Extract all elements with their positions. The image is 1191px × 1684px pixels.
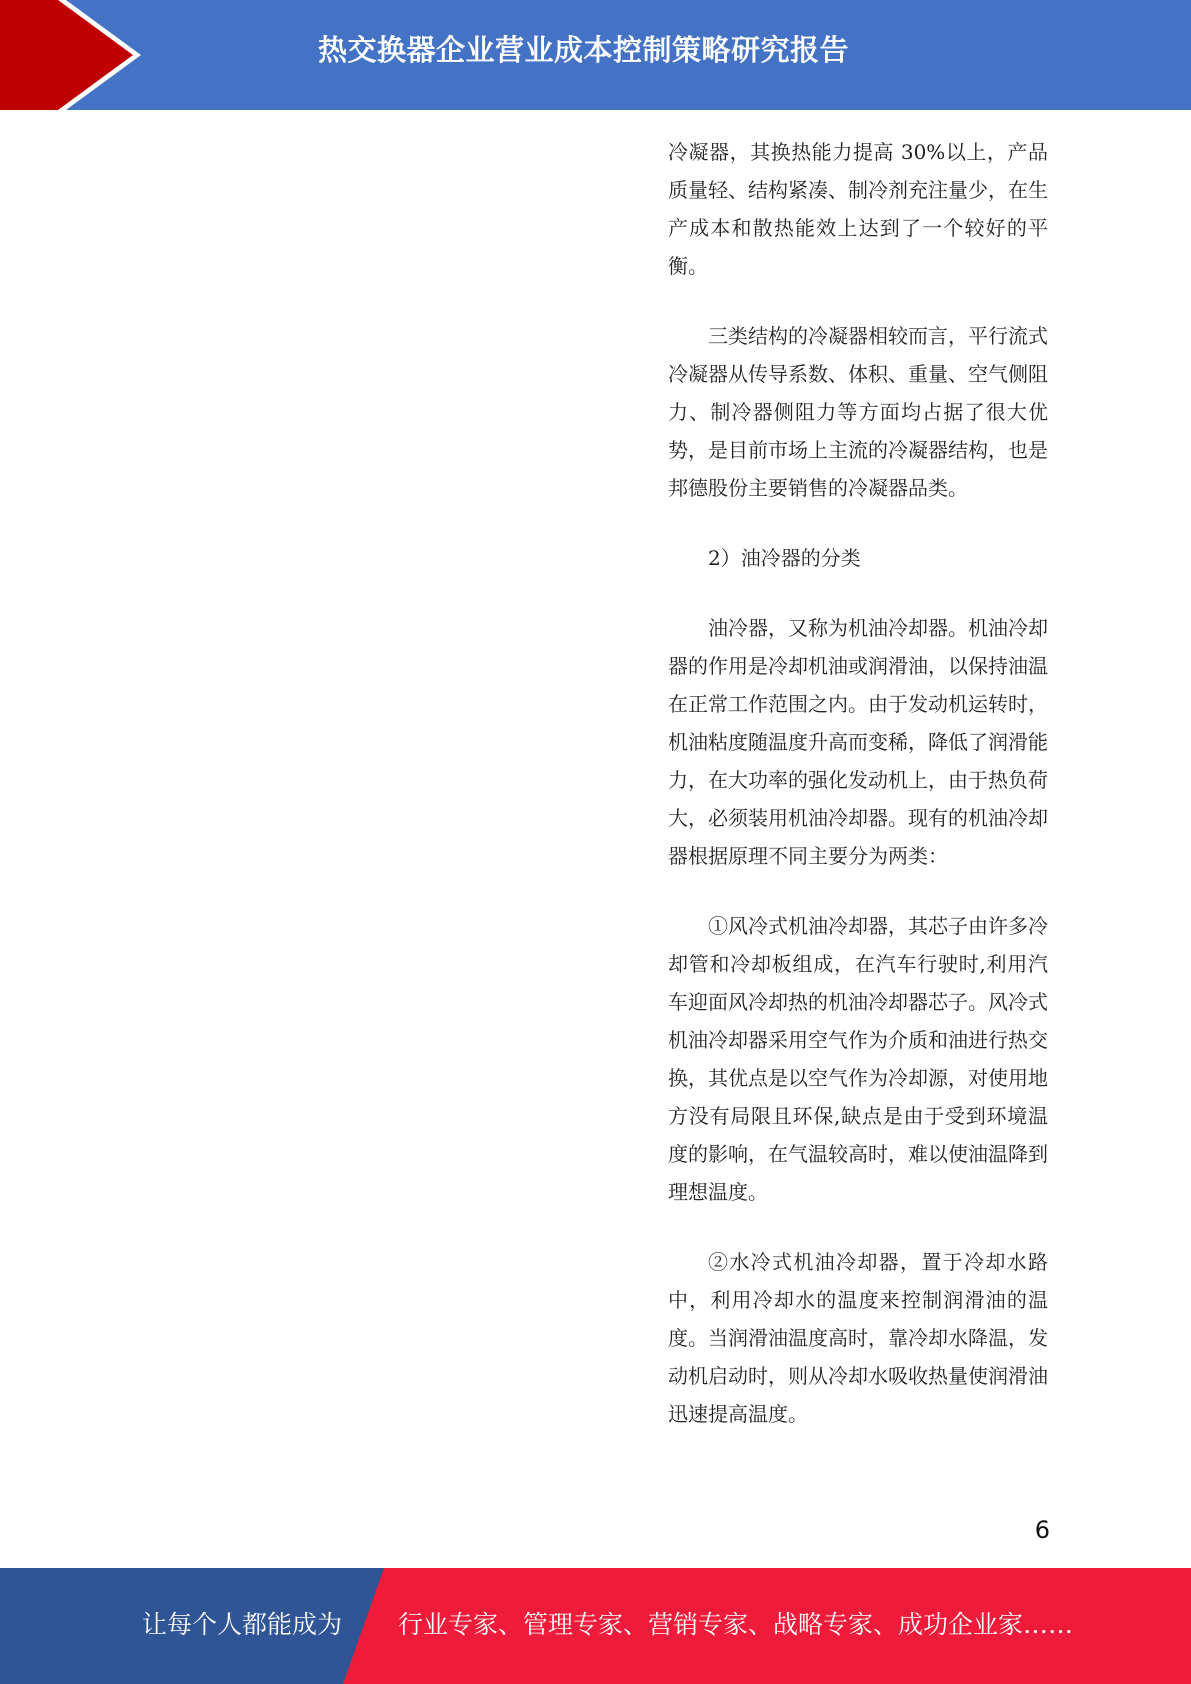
body-text [668,133,1048,1465]
paragraph-air-cooled: ①风冷式机油冷却器，其芯子由许多冷却管和冷却板组成，在汽车行驶时,利用汽车迎面风冷却热的机油冷却器芯子。风冷式机油冷却器采用空气作为介质和油进行热交换，其优点是以空气作为冷却源，对使用地方没有局限且环保,缺点是由于受到环境温度的影响，在气温较高时，难以使油温降到理想温度。 [668,914,1048,1204]
paragraph-oil-cooler-intro: 油冷器，又称为机油冷却器。机油冷却器的作用是冷却机油或润滑油，以保持油温在正常工作范围之内。由于发动机运转时，机油粘度随温度升高而变稀，降低了润滑能力，在大功率的强化发动机上，由于热负荷大，必须装用机油冷却器。现有的机油冷却器根据原理不同主要分为两类： [668,616,1048,868]
report-title: 热交换器企业营业成本控制策略研究报告 [318,33,850,67]
footer-slogan-right: 行业专家、管理专家、营销专家、战略专家、成功企业家…… [398,1610,1074,1639]
page-footer [0,1568,1191,1684]
footer-slogan-left: 让每个人都能成为 [142,1610,343,1639]
paragraph-water-cooled: ②水冷式机油冷却器，置于冷却水路中，利用冷却水的温度来控制润滑油的温度。当润滑油温度高时，靠冷却水降温，发动机启动时，则从冷却水吸收热量使润滑油迅速提高温度。 [668,1250,1048,1426]
header-arrow-decoration [0,0,160,110]
section-heading-oil-cooler: 2）油冷器的分类 [708,546,861,570]
paragraph-condenser-comparison: 三类结构的冷凝器相较而言，平行流式冷凝器从传导系数、体积、重量、空气侧阻力、制冷器侧阻力等方面均占据了很大优势，是目前市场上主流的冷凝器结构，也是邦德股份主要销售的冷凝器品类。 [668,324,1048,500]
paragraph-condenser-summary: 冷凝器，其换热能力提高 30%以上，产品质量轻、结构紧凑、制冷剂充注量少，在生产成本和散热能效上达到了一个较好的平衡。 [668,140,1048,278]
page-header [0,0,1191,110]
page-number: 6 [1034,1516,1050,1544]
